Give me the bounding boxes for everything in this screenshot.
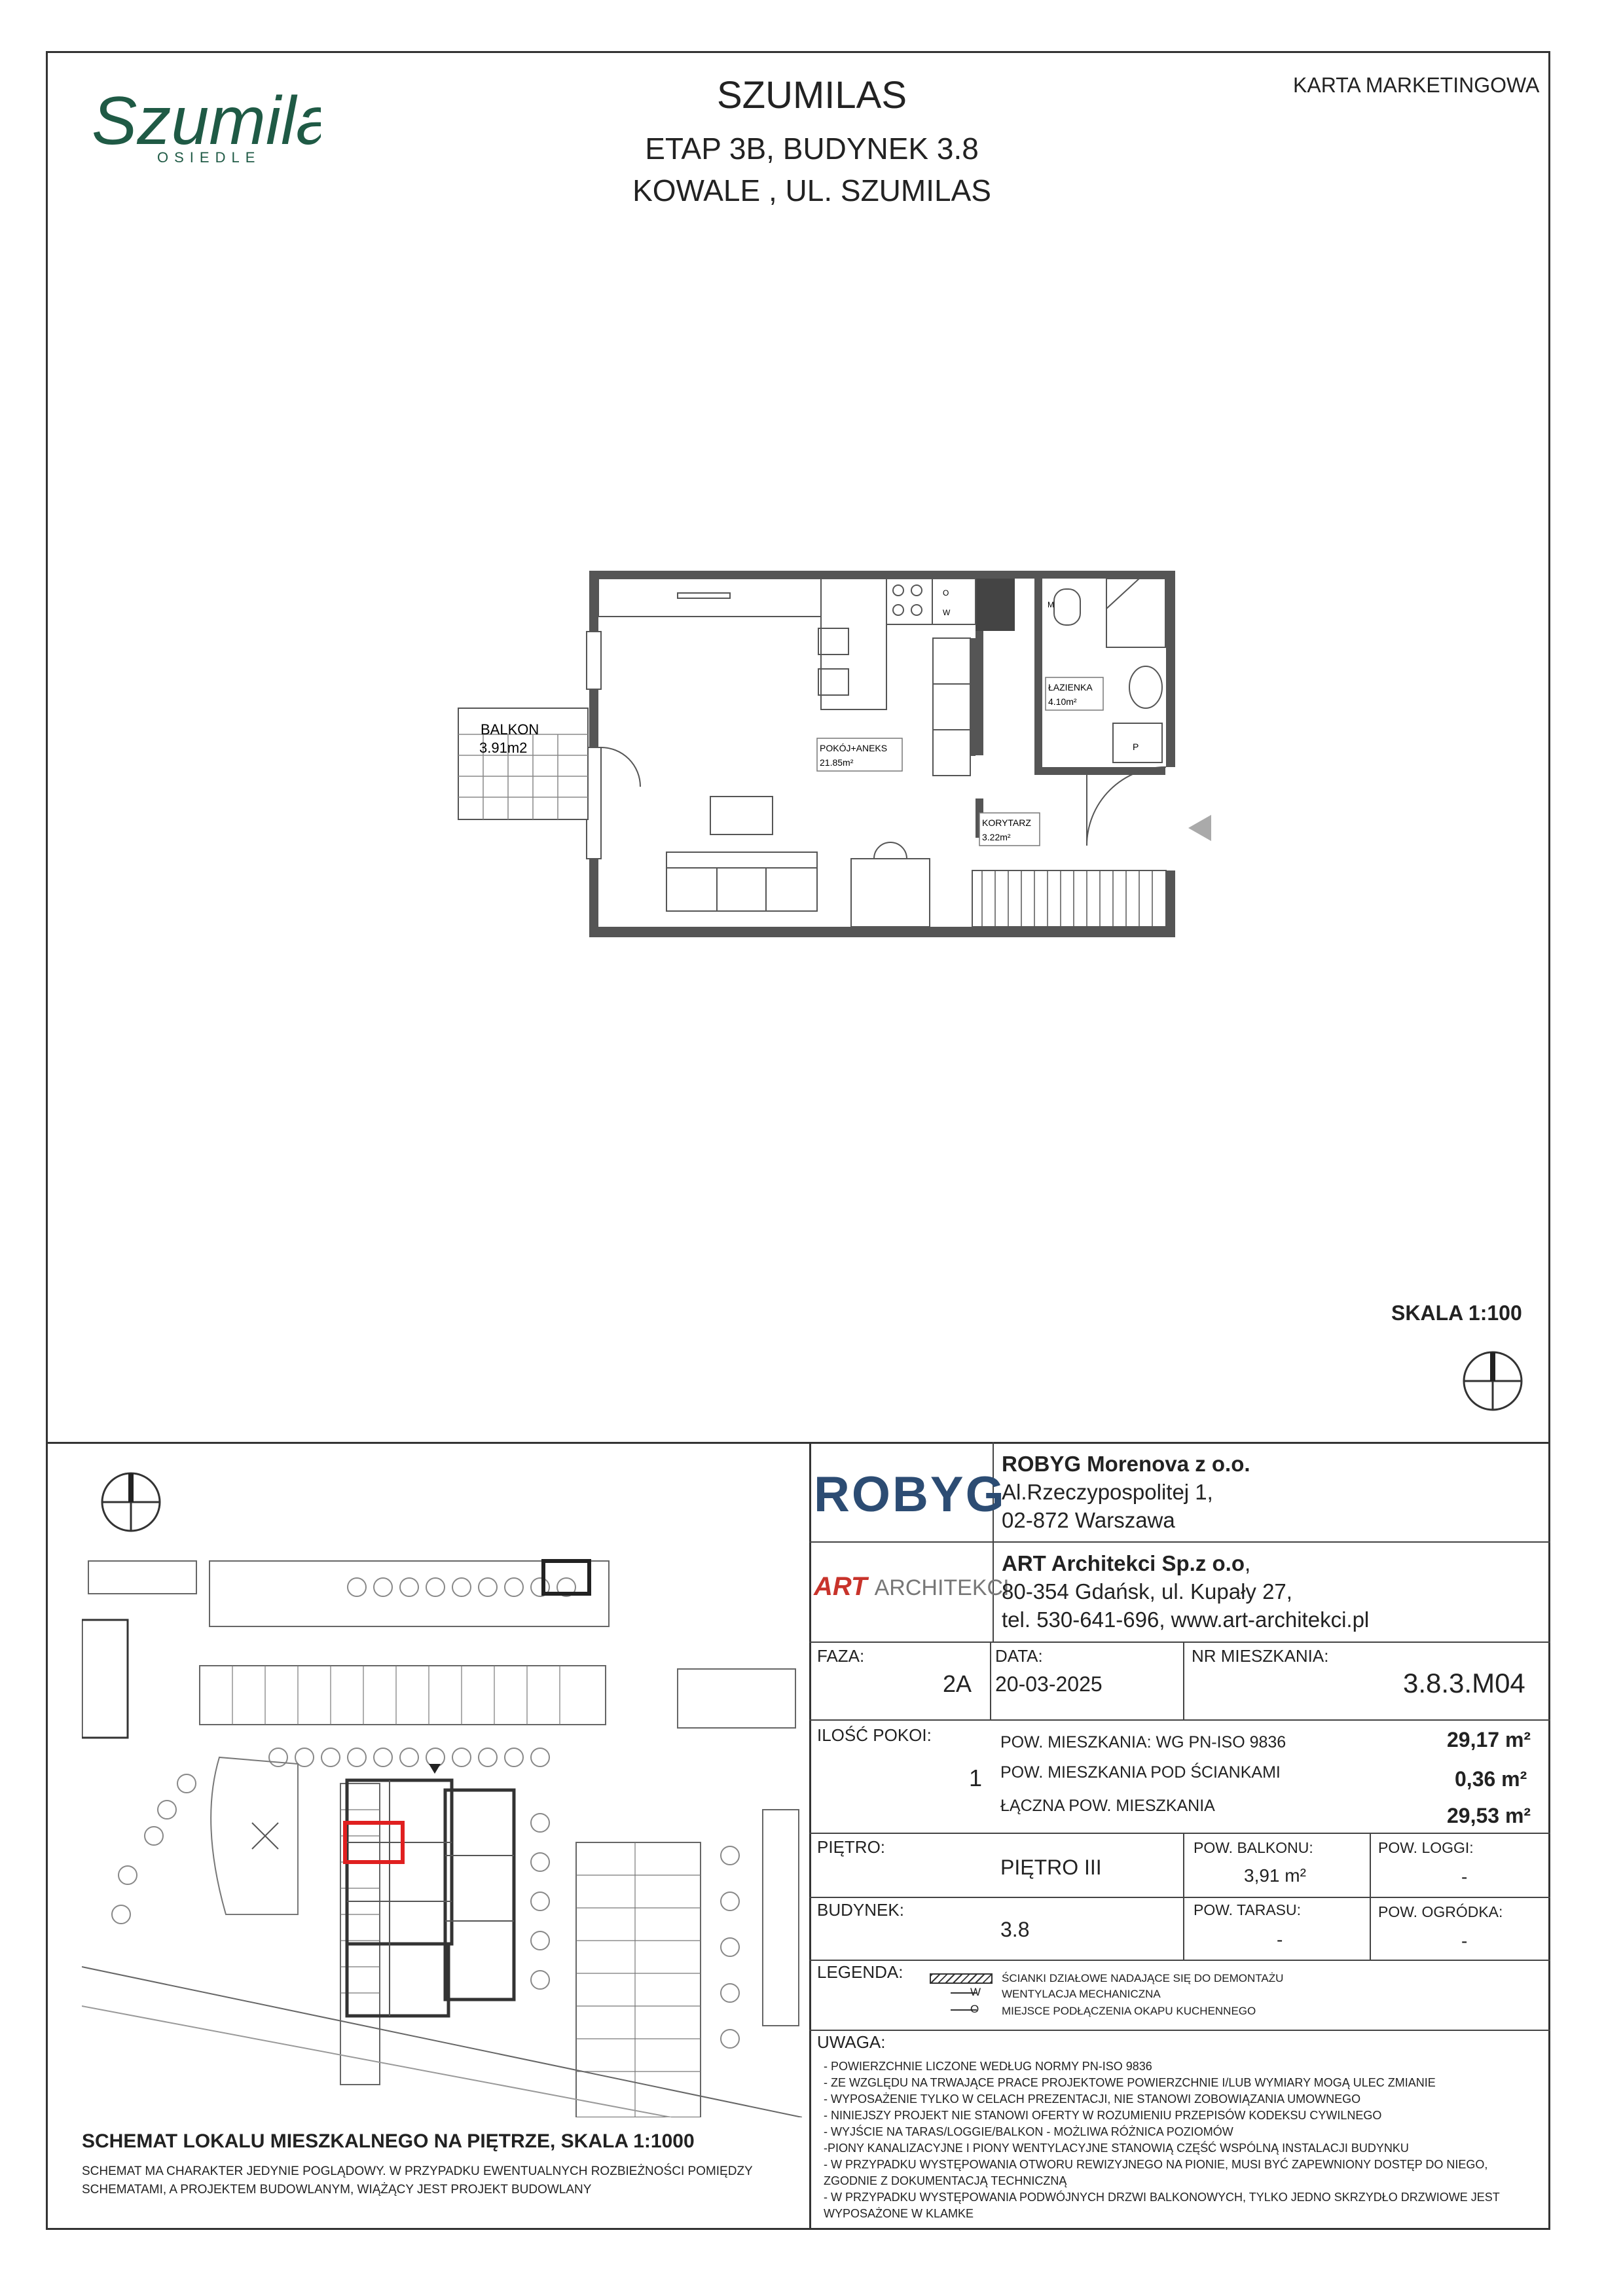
label-bathroom: ŁAZIENKA xyxy=(1048,682,1093,692)
pow1-value: 29,17 m² xyxy=(1447,1728,1531,1751)
wall-right-lower xyxy=(1166,870,1175,936)
kitchen-island xyxy=(821,579,886,709)
toilet xyxy=(1054,589,1080,625)
sink-cabinet xyxy=(932,579,976,624)
pow1-label: POW. MIESZKANIA: WG PN-ISO 9836 xyxy=(1000,1733,1286,1751)
legend-key-o: O xyxy=(970,2003,979,2015)
site-plan-drawing xyxy=(82,1548,802,2117)
entry-arrow xyxy=(1188,815,1211,841)
washbasin xyxy=(1129,666,1162,708)
label-p: P xyxy=(1133,742,1139,752)
entry-door-swing xyxy=(1087,767,1166,846)
shower xyxy=(1106,579,1165,647)
ilosc-value: 1 xyxy=(969,1765,983,1791)
taras-label: POW. TARASU: xyxy=(1194,1901,1302,1918)
stool-2 xyxy=(818,669,848,695)
investor-name: ROBYG Morenova z o.o. xyxy=(1002,1452,1250,1476)
data-value: 20-03-2025 xyxy=(995,1672,1103,1696)
divider-bottom-section xyxy=(46,1442,1550,1444)
ogrodek-label: POW. OGRÓDKA: xyxy=(1378,1903,1503,1920)
window-left-1 xyxy=(587,632,601,689)
logo-sub-text: OSIEDLE xyxy=(157,149,261,166)
balkon-label: POW. BALKONU: xyxy=(1194,1839,1313,1856)
balkon-value: 3,91 m² xyxy=(1244,1865,1306,1886)
legend-item-1: ŚCIANKI DZIAŁOWE NADAJĄCE SIĘ DO DEMONTAŻU xyxy=(1002,1972,1284,1984)
label-room: POKÓJ+ANEKS xyxy=(820,743,888,753)
wall-top xyxy=(589,571,1175,579)
szumilas-logo xyxy=(85,72,321,177)
site-trees xyxy=(112,1578,739,2048)
project-title: SZUMILAS xyxy=(716,74,907,117)
wardrobe xyxy=(933,638,970,776)
shaft xyxy=(976,579,1015,631)
floor-plan-drawing xyxy=(445,563,1218,942)
label-bathroom-area: 4.10m² xyxy=(1048,696,1077,707)
schema-note-1: SCHEMAT MA CHARAKTER JEDYNIE POGLĄDOWY. W PRZYPADKU EWENTUALNYCH ROZBIEŻNOŚCI POMIĘDZY xyxy=(82,2164,753,2178)
remark-line: - ZE WZGLĘDU NA TRWAJĄCE PRACE PROJEKTOWE POWIERZCHNIE I/LUB WYMIARY MOGĄ ULEC ZMIANIE xyxy=(824,2076,1436,2089)
label-room-area: 21.85m² xyxy=(820,757,854,768)
desk xyxy=(851,859,930,927)
remark-line: -PIONY KANALIZACYJNE I PIONY WENTYLACYJNE STANOWIĄ CZĘŚĆ WSPÓLNĄ INSTALACJI BUDYNKU xyxy=(824,2142,1409,2155)
north-arrow-icon xyxy=(1460,1348,1525,1414)
loggia-label: POW. LOGGI: xyxy=(1378,1839,1474,1856)
parking-stalls xyxy=(232,1666,701,2117)
data-label: DATA: xyxy=(995,1646,1043,1666)
divider-info-column xyxy=(809,1442,811,2230)
logo-script-text: Szumil xyxy=(92,83,297,159)
art-logo-mark: ART xyxy=(814,1572,867,1601)
pietro-label: PIĘTRO: xyxy=(817,1837,886,1857)
remark-line: WYPOSAŻONE W KLAMKE xyxy=(824,2207,974,2220)
art-logo xyxy=(814,1572,1010,1602)
pow3-label: ŁĄCZNA POW. MIESZKANIA xyxy=(1000,1797,1215,1815)
nr-value: 3.8.3.M04 xyxy=(1403,1668,1525,1698)
building-3-8 xyxy=(347,1780,514,2016)
architect-address: 80-354 Gdańsk, ul. Kupały 27, xyxy=(1002,1579,1292,1604)
playground xyxy=(211,1757,298,1914)
wall-bottom xyxy=(589,927,1175,937)
road-edge xyxy=(82,1967,802,2117)
pow2-label: POW. MIESZKANIA POD ŚCIANKAMI xyxy=(1000,1763,1281,1782)
investor-block xyxy=(1002,1450,1250,1534)
remark-line: - POWIERZCHNIE LICZONE WEDŁUG NORMY PN-ISO 9836 xyxy=(824,2060,1152,2073)
investor-address-2: 02-872 Warszawa xyxy=(1002,1508,1175,1532)
remark-line: - WYPOSAŻENIE TYLKO W CELACH PREZENTACJI, NIE STANOWI ZOBOWIĄZANIA UMOWNEGO xyxy=(824,2092,1361,2106)
label-balcony-area: 3.91m2 xyxy=(479,740,528,756)
art-logo-text: ARCHITEKCI xyxy=(874,1575,1010,1600)
remark-line: ZGODNIE Z DOKUMENTACJĄ TECHNICZNĄ xyxy=(824,2174,1067,2187)
investor-address-1: Al.Rzeczypospolitej 1, xyxy=(1002,1480,1213,1504)
hatch-icon xyxy=(930,1973,993,1984)
faza-value: 2A xyxy=(943,1670,972,1697)
legend-key-w: W xyxy=(970,1986,981,1998)
label-balcony: BALKON xyxy=(481,721,539,738)
label-w: W xyxy=(943,608,951,617)
taras-value: - xyxy=(1277,1929,1283,1950)
stool-1 xyxy=(818,628,848,655)
label-m: M xyxy=(1048,600,1054,609)
label-corridor-area: 3.22m² xyxy=(982,832,1011,842)
remarks-label: UWAGA: xyxy=(817,2032,886,2052)
wall-right-upper xyxy=(1166,571,1175,767)
architect-block xyxy=(1002,1549,1369,1634)
szumilas-logo-mark xyxy=(85,72,321,177)
pow2-value: 0,36 m² xyxy=(1455,1767,1527,1791)
robyg-logo: ROBYG xyxy=(814,1467,1006,1522)
project-subtitle-stage: ETAP 3B, BUDYNEK 3.8 xyxy=(645,132,979,166)
faza-label: FAZA: xyxy=(817,1646,865,1666)
schema-title: SCHEMAT LOKALU MIESZKALNEGO NA PIĘTRZE, SKALA 1:1000 xyxy=(82,2130,695,2152)
nr-label: NR MIESZKANIA: xyxy=(1192,1646,1329,1666)
scale-label: SKALA 1:100 xyxy=(1391,1301,1522,1325)
neighbor-building xyxy=(82,1620,128,1738)
legend-item-2: WENTYLACJA MECHANICZNA xyxy=(1002,1988,1161,2000)
remark-line: - NINIEJSZY PROJEKT NIE STANOWI OFERTY W ROZUMIENIU PRZEPISÓW KODEKSU CYWILNEGO xyxy=(824,2109,1382,2122)
remark-line: - WYJŚCIE NA TARAS/LOGGIE/BALKON - MOŻLIWA RÓŻNICA POZIOMÓW xyxy=(824,2125,1233,2138)
architect-name-suffix: , xyxy=(1245,1551,1251,1575)
label-o: O xyxy=(943,588,949,598)
architect-name: ART Architekci Sp.z o.o xyxy=(1002,1551,1245,1575)
coffee-table xyxy=(710,797,773,834)
hallway-closet xyxy=(972,870,1166,927)
desk-chair xyxy=(874,842,907,859)
architect-contact: tel. 530-641-696, www.art-architekci.pl xyxy=(1002,1607,1370,1632)
entrance-arrow xyxy=(429,1764,441,1774)
label-corridor: KORYTARZ xyxy=(982,817,1031,828)
cooktop xyxy=(886,579,932,624)
sofa xyxy=(666,852,817,911)
ogrodek-value: - xyxy=(1461,1931,1468,1951)
site-plan xyxy=(82,1548,802,2117)
legend-label: LEGENDA: xyxy=(817,1962,903,1982)
pow3-value: 29,53 m² xyxy=(1447,1804,1531,1827)
kitchen-hood xyxy=(678,593,730,598)
ilosc-label: ILOŚĆ POKOI: xyxy=(817,1725,932,1745)
schema-note-2: SCHEMATAMI, A PROJEKTEM BUDOWLANYM, WIĄŻĄCY JEST PROJEKT BUDOWLANY xyxy=(82,2183,592,2197)
bathroom-partition xyxy=(1034,579,1042,775)
balcony-door xyxy=(587,747,601,859)
budynek-value: 3.8 xyxy=(1000,1918,1030,1941)
floor-plan xyxy=(445,563,1218,942)
legend-item-3: MIEJSCE PODŁĄCZENIA OKAPU KUCHENNEGO xyxy=(1002,2005,1256,2017)
remark-line: - W PRZYPADKU WYSTĘPOWANIA OTWORU REWIZYJNEGO NA PIONIE, MUSI BYĆ ZAPEWNIONY DOSTĘP DO NIEGO, xyxy=(824,2158,1488,2171)
budynek-label: BUDYNEK: xyxy=(817,1900,904,1920)
card-type: KARTA MARKETINGOWA xyxy=(1293,73,1540,97)
loggia-value: - xyxy=(1461,1867,1468,1887)
site-north-arrow-icon xyxy=(98,1469,164,1535)
remarks-list xyxy=(824,2058,1544,2222)
remark-line: - W PRZYPADKU WYSTĘPOWANIA PODWÓJNYCH DRZWI BALKONOWYCH, TYLKO JEDNO SKRZYDŁO DRZWIOWE JEST xyxy=(824,2191,1500,2204)
pietro-value: PIĘTRO III xyxy=(1000,1856,1102,1879)
project-subtitle-address: KOWALE , UL. SZUMILAS xyxy=(632,173,991,207)
